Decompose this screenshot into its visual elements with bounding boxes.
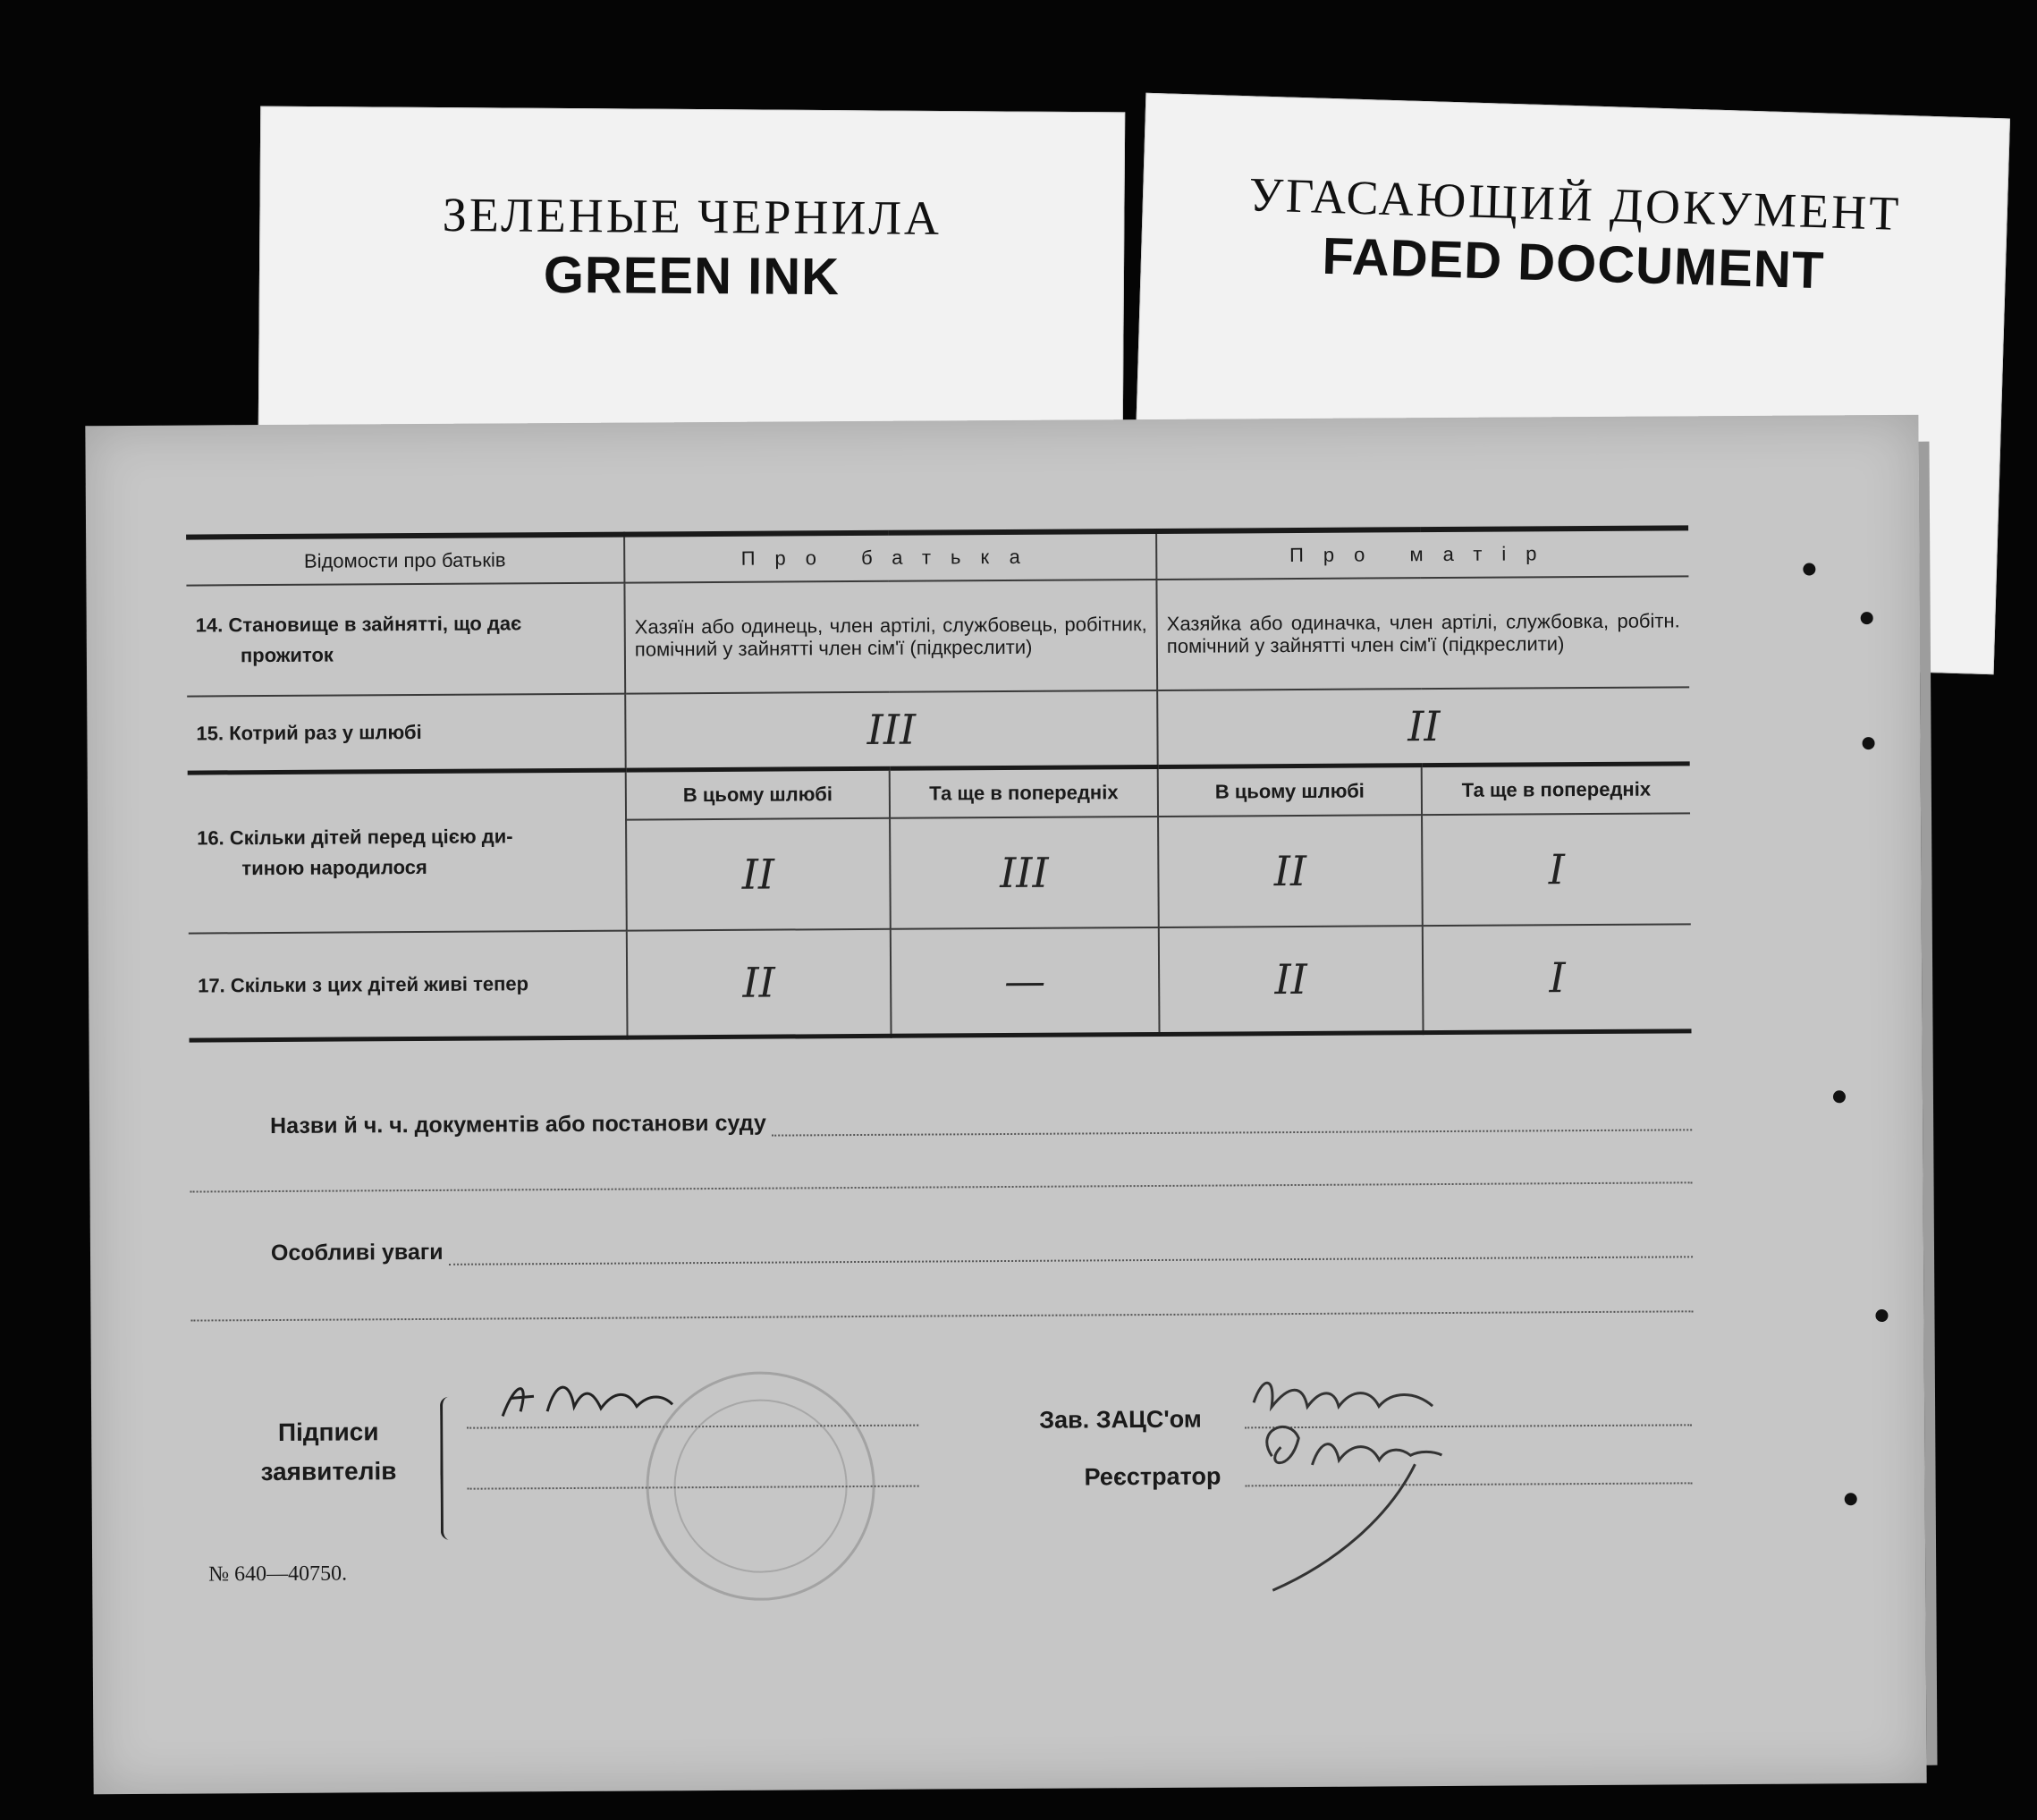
notes-fill-line-2 (190, 1285, 1693, 1321)
parents-info-table (186, 525, 1691, 1042)
notes-fill-line (449, 1234, 1694, 1265)
documents-label: Назви й ч. ч. документів або постанови суду (270, 1110, 766, 1139)
documents-fill-line (772, 1107, 1692, 1136)
applicants-label-line-1: Підписи (277, 1418, 379, 1446)
row-14-label: 14. Становище в зайнятті, що дає (195, 612, 522, 637)
row-17-value: II (1159, 926, 1424, 1034)
registrar-label: Реєстратор (1084, 1462, 1221, 1491)
header-about-father: Про батька (624, 531, 1156, 583)
faded-document-russian-label: УГАСАЮЩИЙ ДОКУМЕНТ (1247, 167, 1903, 241)
row-16-label: 16. Скільки дітей перед цією ди- (197, 825, 513, 850)
row-15-label: 15. Котрий раз у шлюбі (187, 694, 626, 773)
applicants-label-line-2: заявителів (260, 1457, 397, 1486)
row-16-label-cont: тиною народилося (241, 855, 427, 880)
row-16-value: II (1158, 815, 1423, 927)
table-row-17 (189, 924, 1692, 1040)
green-ink-english-label: GREEN INK (543, 245, 841, 307)
row-15-mother-value: II (1157, 687, 1690, 766)
punch-hole (1845, 1493, 1857, 1505)
punch-hole (1803, 563, 1815, 575)
green-ink-notice-card (258, 106, 1126, 436)
form-number: № 640—40750. (208, 1562, 348, 1587)
punch-hole (1863, 737, 1875, 749)
row-14-label-cont: прожиток (240, 643, 334, 667)
row-16-value: II (626, 818, 891, 931)
table-row-14 (186, 576, 1689, 696)
green-ink-russian-label: ЗЕЛЕНЫЕ ЧЕРНИЛА (442, 188, 942, 245)
row-17-value: I (1423, 924, 1692, 1032)
table-subheader-row (188, 764, 1690, 823)
registry-head-label: Зав. ЗАЦС'ом (1039, 1405, 1202, 1434)
applicants-signatures-label (239, 1412, 418, 1492)
table-row-15 (187, 687, 1690, 773)
faded-document-english-label: FADED DOCUMENT (1321, 226, 1826, 301)
subheader-father-this-marriage: В цьому шлюбі (626, 768, 890, 819)
row-15-father-value: III (625, 690, 1158, 770)
row-17-value: II (627, 929, 892, 1037)
subheader-mother-this-marriage: В цьому шлюбі (1158, 766, 1422, 817)
record-form-sheet (85, 415, 1926, 1794)
header-parents-info: Відомости про батьків (186, 535, 624, 586)
punch-hole (1861, 612, 1873, 624)
official-signatures (1236, 1365, 1577, 1599)
subheader-father-previous: Та ще в попередніх (890, 766, 1158, 817)
row-16-value: III (890, 817, 1159, 929)
row-17-label: 17. Скільки з цих дітей живі тепер (189, 931, 628, 1040)
notes-label: Особливі уваги (270, 1239, 444, 1266)
row-14-mother-options: Хазяйка або одиначка, член артілі, службовка, робітн. помічний у зайнятті член сім'ї (підкреслити) (1156, 576, 1689, 690)
signatures-brace (440, 1397, 461, 1540)
applicant-signature (494, 1370, 717, 1435)
documents-fill-line-2 (190, 1156, 1692, 1192)
punch-hole (1875, 1309, 1888, 1322)
notes-field (190, 1232, 1693, 1266)
row-17-value: — (891, 927, 1160, 1036)
header-about-mother: Про матір (1156, 528, 1688, 580)
subheader-mother-previous: Та ще в попередніх (1422, 764, 1690, 815)
punch-hole (1833, 1090, 1846, 1103)
row-16-value: I (1422, 813, 1691, 926)
row-14-father-options: Хазяїн або одинець, член артілі, службовець, робітник, помічний у зайнятті член сім'ї (підкреслити) (624, 580, 1157, 694)
documents-field (190, 1105, 1692, 1139)
